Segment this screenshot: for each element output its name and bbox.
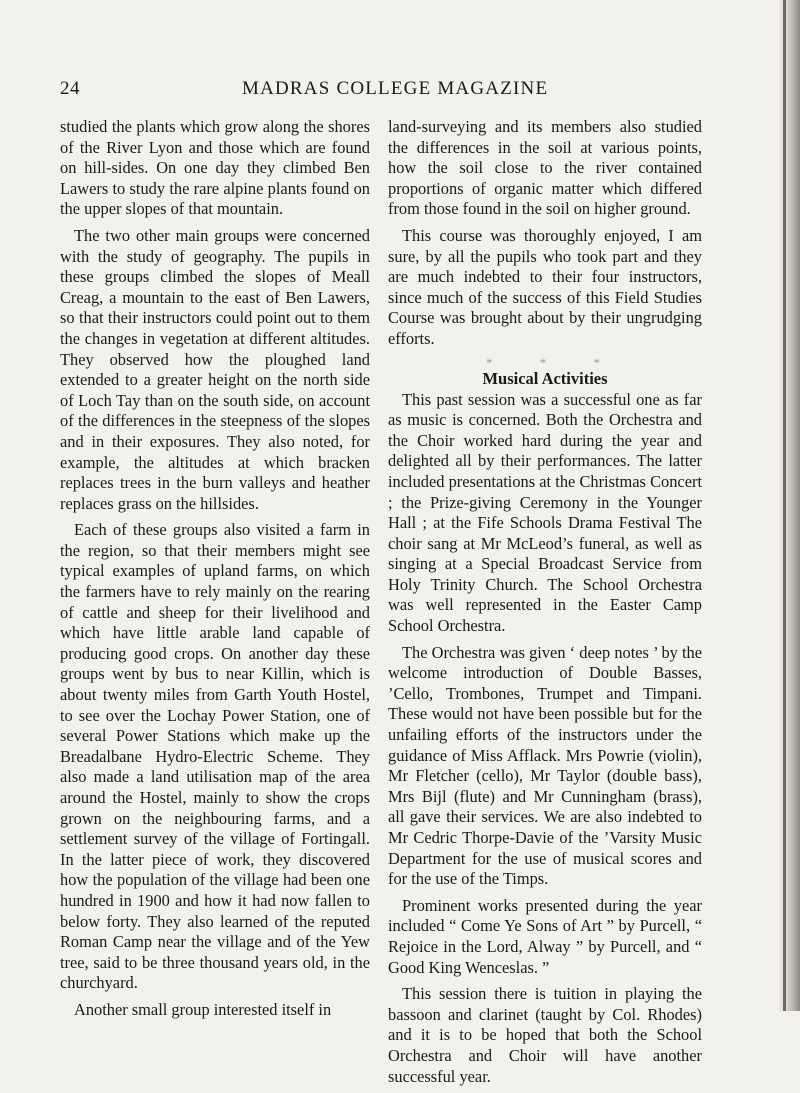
right-column — [388, 117, 702, 1093]
section-separator: * * * — [486, 354, 622, 370]
page-number: 24 — [60, 78, 80, 99]
music-paragraph-1: This past session was a successful one as far as music is concerned. Both the Orchestra and the Choir worked hard during the year and delighted all by their performances. The latter included presentations at the Christmas Concert ; the Prize-giving Ceremony in the Younger Hall ; at the Fife Schools Drama Festival The choir sang at Mr McLeod’s funeral, as well as singing at a Special Broadcast Service from Holy Trinity Church. The School Orchestra was well represented in the Easter Camp School Orchestra. — [388, 389, 702, 636]
music-paragraph-3: Prominent works presented during the year included “ Come Ye Sons of Art ” by Purcell, “ Rejoice in the Lord, Alway ” by Purcell, and “ Good King Wenceslas. ” — [388, 895, 702, 977]
music-paragraph-4: This session there is tuition in playing the bassoon and clarinet (taught by Col. Rhodes) and it is to be hoped that both the School Orchestra and Choir will have another successful year. — [388, 984, 702, 1086]
magazine-title: MADRAS COLLEGE MAGAZINE — [242, 78, 549, 99]
left-paragraph-4: Another small group interested itself in — [74, 999, 332, 1019]
section-heading-musical-activities: Musical Activities — [482, 368, 608, 388]
right-paragraph-1: land-surveying and its members also studied the differences in the soil at various points, how the soil close to the river contained proportions of organic matter which differed from those found in the soil on higher ground. — [388, 117, 702, 219]
right-paragraph-2: This course was thoroughly enjoyed, I am sure, by all the pupils who took part and they are much indebted to their four instructors, since much of the success of this Field Studies Course was brought about by their ungrudging efforts. — [388, 225, 702, 348]
music-paragraph-2: The Orchestra was given ‘ deep notes ’ by the welcome introduction of Double Basses, ’Cello, Trombones, Trumpet and Timpani. These would not have been possible but for the unfailing efforts of the instructors under the guidance of Miss Afflack. Mrs Powrie (violin), Mr Fletcher (cello), Mr Taylor (double bass), Mrs Bijl (flute) and Mr Cunningham (brass), all gave their services. We are also indebted to Mr Cedric Thorpe-Davie of the ’Varsity Music Department for the use of musical scores and for the use of the Timps. — [388, 642, 702, 889]
page-edge-line — [783, 0, 786, 1011]
page-edge-shadow — [778, 0, 800, 1011]
page-header — [60, 78, 560, 106]
left-column — [60, 117, 370, 1027]
left-paragraph-2: The two other main groups were concerned with the study of geography. The pupils in these groups climbed the slopes of Meall Creag, a mountain to the east of Ben Lawers, so that their instructors could point out to them the changes in vegetation at different altitudes. They observed how the ploughed land extended to a greater height on the north side of Loch Tay than on the south side, on account of the differences in the steepness of the slopes and in their exposures. They also noted, for example, the altitudes at which bracken replaces trees in the burn valleys and heather replaces grass on the hillsides. — [60, 225, 370, 513]
left-paragraph-1: studied the plants which grow along the shores of the River Lyon and those which are found on hill-sides. On one day they climbed Ben Lawers to study the rare alpine plants found on the upper slopes of that mountain. — [60, 117, 370, 219]
left-paragraph-3: Each of these groups also visited a farm in the region, so that their members might see typical examples of upland farms, on which the farmers have to rely mainly on the rearing of cattle and sheep for their livelihood and which have little arable land capable of producing good crops. On another day these groups went by bus to near Killin, which is about twenty miles from Garth Youth Hostel, to see over the Lochay Power Station, one of several Power Stations which make up the Breadalbane Hydro-Electric Scheme. They also made a land utilisation map of the area around the Hostel, mainly to show the crops grown on the neighbouring farms, and a settlement survey of the village of Fortingall. In the latter piece of work, they discovered how the population of the village had been one hundred in 1900 and how it had now fallen to below forty. They also learned of the reputed Roman Camp near the village and of the Yew tree, said to be three thousand years old, in the churchyard. — [60, 520, 370, 993]
